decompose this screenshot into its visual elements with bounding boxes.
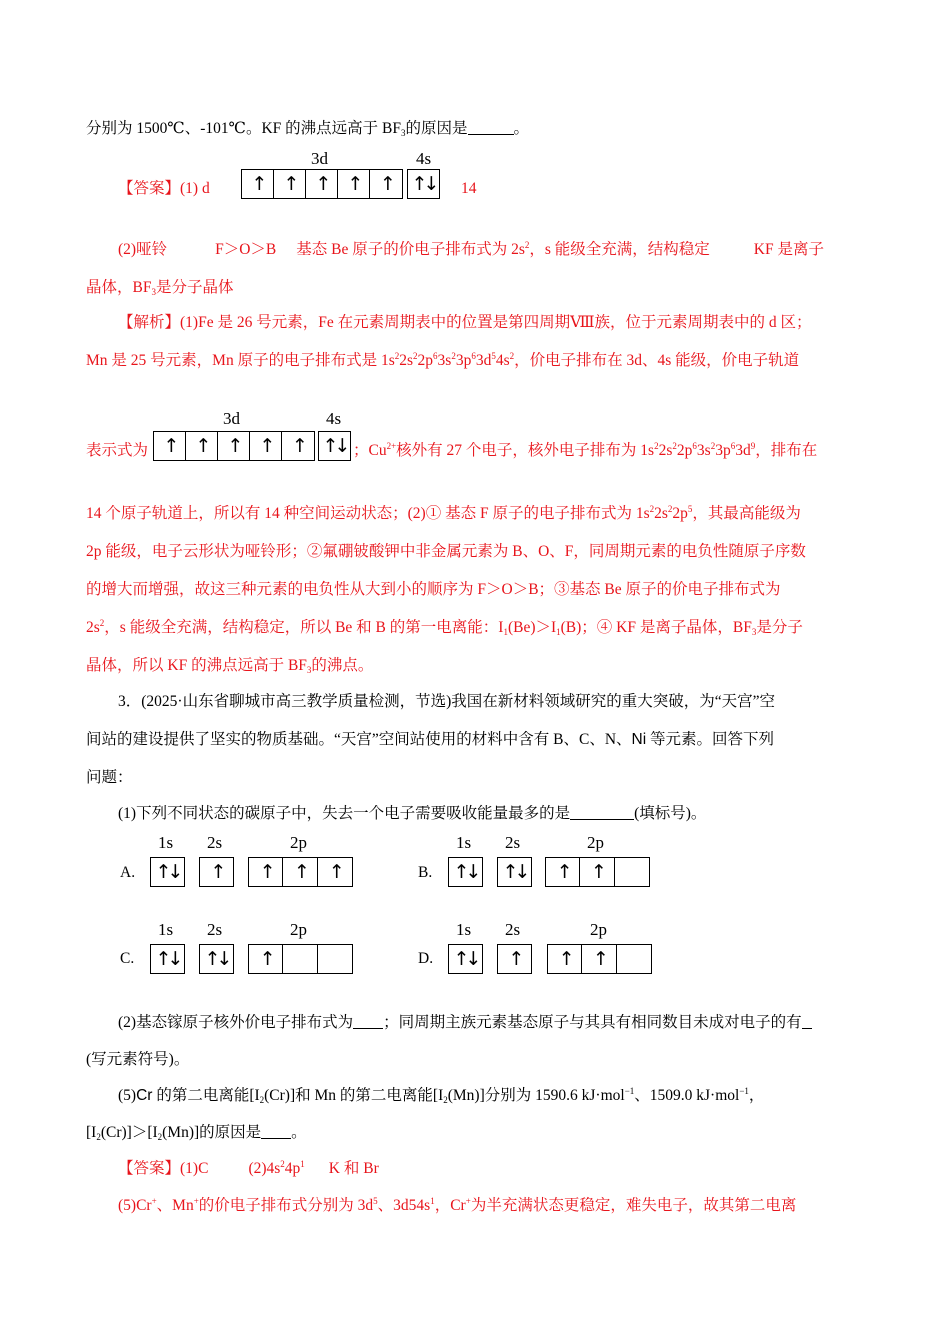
answer-text: 为半充满状态更稳定，难失电子，故其第二电离 <box>470 1197 797 1214</box>
superscript: + <box>465 1196 471 1206</box>
subscript: 1 <box>556 627 561 637</box>
option-label-a: A. <box>120 864 136 881</box>
question-text: ， <box>748 1087 765 1104</box>
answer-blank <box>802 1014 812 1029</box>
orbital-label-3d: 3d <box>311 149 328 168</box>
analysis-line <box>86 351 799 371</box>
analysis-line <box>353 441 817 461</box>
superscript: −1 <box>739 1086 749 1096</box>
superscript: 6 <box>471 351 476 361</box>
question-line: 问题： <box>86 769 133 786</box>
analysis-text: (1)Fe 是 26 号元素，Fe 在元素周期表中的位置是第四周期Ⅷ族，位于元素周期表中的 d 区； <box>180 314 812 331</box>
analysis-line: 的增大而增强，故这三种元素的电负性从大到小的顺序为 F＞O＞B；③基态 Be 原子的价电子排布式为 <box>86 581 781 598</box>
analysis-text: 2s <box>654 505 668 522</box>
analysis-text: 3p <box>455 352 472 369</box>
orbital-label-3d: 3d <box>223 409 240 428</box>
element-symbol: Cr <box>136 1087 153 1104</box>
answer-blank <box>570 805 634 820</box>
question-text: ；同周期主族元素基态原子与其具有相同数目未成对电子的有 <box>383 1014 802 1031</box>
orbital-cell <box>617 945 651 973</box>
orbital-label-2s: 2s <box>505 920 521 939</box>
analysis-text: 14 个原子轨道上，所以有 14 种空间运动状态；(2)① 基态 F 原子的电子排布式为 1s <box>86 505 650 522</box>
analysis-text: 的沸点。 <box>311 657 374 674</box>
analysis-text: 2p <box>417 352 434 369</box>
question-text: (Cr)]和 Mn 的第二电离能[I <box>264 1087 444 1104</box>
answer-text: 是分子晶体 <box>155 279 234 296</box>
orbital-box-2s <box>497 944 532 974</box>
answer-line <box>118 240 824 260</box>
orbital-cell: ↑ <box>250 432 282 460</box>
answer-text: F＞O＞B <box>215 241 277 258</box>
answer-text: 晶体，BF <box>86 279 152 296</box>
superscript: 2 <box>451 351 456 361</box>
orbital-label-2s: 2s <box>207 920 223 939</box>
subscript: 3 <box>306 665 312 675</box>
question-text: [I <box>86 1124 97 1141</box>
analysis-text: 2s <box>86 619 100 636</box>
orbital-cell: ↑ <box>582 945 616 973</box>
analysis-text: 3p <box>715 442 731 459</box>
superscript: 2 <box>524 240 530 250</box>
orbital-cell: ↑ <box>338 170 370 198</box>
question-text: (填标号)。 <box>634 805 707 822</box>
orbital-label-1s: 1s <box>456 833 472 852</box>
question-text: 间站的建设提供了坚实的物质基础。“天宫”空间站使用的材料中含有 B、C、N、 <box>86 731 632 748</box>
subscript: 2 <box>157 1132 163 1142</box>
analysis-text: ，其最高能级为 <box>692 505 801 522</box>
option-label-c: C. <box>120 950 135 967</box>
text: 的原因是 <box>405 120 468 137</box>
question-text: 的第二电离能[I <box>152 1087 260 1104</box>
superscript: 2 <box>394 351 400 361</box>
answer-text: K 和 Br <box>328 1160 379 1177</box>
superscript: 1 <box>300 1159 305 1169</box>
analysis-text: 2s <box>658 442 673 459</box>
orbital-cell: ↑↓ <box>411 173 436 195</box>
answer-blank <box>468 120 514 135</box>
subscript: 2 <box>443 1095 448 1105</box>
analysis-line <box>86 656 373 676</box>
answer-text: (5)Cr <box>118 1197 152 1214</box>
answer-text: ，s 能级全充满，结构稳定 <box>529 241 710 258</box>
orbital-cell: ↑↓ <box>502 861 527 883</box>
orbital-label-1s: 1s <box>158 920 174 939</box>
superscript: −1 <box>624 1086 635 1096</box>
orbital-cell <box>318 945 352 973</box>
analysis-line <box>86 441 148 461</box>
orbital-cell: ↑ <box>210 861 223 883</box>
superscript: 2 <box>509 351 515 361</box>
orbital-cell: ↑ <box>306 170 338 198</box>
orbital-cell: ↑ <box>274 170 306 198</box>
superscript: 6 <box>692 441 697 451</box>
analysis-line <box>86 618 803 638</box>
superscript: 2 <box>710 441 716 451</box>
question-line: 3．(2025·山东省聊城市高三教学质量检测，节选)我国在新材料领域研究的重大突破，为“天宫”空 <box>118 693 775 710</box>
element-symbol: Ni <box>631 731 647 748</box>
orbital-label-2s: 2s <box>505 833 521 852</box>
analysis-text: ，排布在 <box>755 442 818 459</box>
analysis-text: 2p <box>672 505 688 522</box>
question-line <box>86 730 774 750</box>
answer-line <box>118 1159 379 1179</box>
superscript: 2 <box>99 618 105 628</box>
orbital-label-2s: 2s <box>207 833 223 852</box>
superscript: 9 <box>750 441 756 451</box>
superscript: 2 <box>654 441 659 451</box>
question-text: (Mn)]的原因是 <box>162 1124 262 1141</box>
orbital-cell: ↑ <box>186 432 218 460</box>
superscript: 5 <box>491 351 496 361</box>
superscript: 1 <box>430 1196 435 1206</box>
analysis-text: 2p <box>676 442 693 459</box>
orbital-label-2p: 2p <box>590 920 607 939</box>
superscript: 2 <box>667 504 673 514</box>
orbital-cell: ↑↓ <box>453 861 478 883</box>
answer-text: (2)哑铃 <box>118 241 168 258</box>
orbital-box-2p <box>248 857 353 887</box>
superscript: 2 <box>280 1159 285 1169</box>
answer-text: 、Mn <box>156 1197 194 1214</box>
answer-number: 14 <box>461 180 477 197</box>
subscript: 3 <box>751 627 757 637</box>
orbital-cell: ↑ <box>328 861 341 883</box>
orbital-cell: ↑ <box>154 432 186 460</box>
superscript: 2+ <box>386 441 397 451</box>
analysis-text: ，s 能级全充满，结构稳定，所以 Be 和 B 的第一电离能：I <box>104 619 504 636</box>
answer-text: 、3d54s <box>377 1197 431 1214</box>
orbital-cell <box>615 858 649 886</box>
orbital-box-2p <box>547 944 652 974</box>
answer-blank <box>261 1124 291 1139</box>
answer-text: ，Cr <box>434 1197 466 1214</box>
option-label-d: D. <box>418 950 434 967</box>
orbital-box-2p <box>545 857 650 887</box>
superscript: 6 <box>433 351 438 361</box>
orbital-box-1s <box>448 857 483 887</box>
superscript: 2 <box>413 351 418 361</box>
analysis-text: Mn 是 25 号元素，Mn 原子的电子排布式是 1s <box>86 352 395 369</box>
orbital-label-2p: 2p <box>290 920 307 939</box>
question-text: (Cr)]＞[I <box>100 1124 158 1141</box>
subscript: 1 <box>503 627 508 637</box>
orbital-cell: ↑↓ <box>155 948 180 970</box>
orbital-cell: ↑ <box>292 435 304 457</box>
question-line <box>86 1123 307 1143</box>
orbital-cell: ↑ <box>508 948 521 970</box>
orbital-cell: ↑ <box>242 170 274 198</box>
orbital-label-2p: 2p <box>587 833 604 852</box>
orbital-cell: ↑↓ <box>453 948 478 970</box>
orbital-label-1s: 1s <box>158 833 174 852</box>
answer-line <box>86 278 233 298</box>
text: 分别为 1500℃、-101℃。KF 的沸点远高于 BF <box>86 120 401 137</box>
orbital-box-1s <box>150 857 185 887</box>
analysis-text: ，价电子排布在 3d、4s 能级，价电子轨道 <box>514 352 800 369</box>
analysis-text: ；Cu <box>353 442 387 459</box>
orbital-cell: ↑↓ <box>204 948 229 970</box>
question-line: (写元素符号)。 <box>86 1051 190 1068</box>
orbital-cell: ↑ <box>218 432 250 460</box>
orbital-cell: ↑ <box>548 945 582 973</box>
analysis-text: 晶体，所以 KF 的沸点远高于 BF <box>86 657 307 674</box>
analysis-text: 4s <box>495 352 510 369</box>
analysis-text: 3d <box>735 442 751 459</box>
orbital-box-1s <box>448 944 483 974</box>
analysis-line <box>118 313 812 333</box>
orbital-box-3d <box>241 169 403 199</box>
text: 。 <box>513 120 530 137</box>
orbital-cell: ↑ <box>283 858 317 886</box>
orbital-label-4s: 4s <box>326 409 342 428</box>
orbital-label-4s: 4s <box>416 149 432 168</box>
orbital-cell: ↑ <box>249 945 283 973</box>
answer-text: 基态 Be 原子的价电子排布式为 2s <box>296 241 525 258</box>
analysis-text: (B)；④ KF 是离子晶体，BF <box>560 619 752 636</box>
orbital-cell: ↑ <box>249 858 283 886</box>
superscript: 6 <box>730 441 736 451</box>
question-text: 。 <box>291 1124 307 1141</box>
analysis-line <box>86 504 801 524</box>
question-text: (Mn)]分别为 1590.6 kJ·mol <box>447 1087 625 1104</box>
orbital-cell: ↑ <box>580 858 614 886</box>
analysis-text: 核外有 27 个电子，核外电子排布为 1s <box>396 442 655 459</box>
question-text: 、1509.0 kJ·mol <box>634 1087 740 1104</box>
analysis-line: 2p 能级，电子云形状为哑铃形；②氟硼铍酸钾中非金属元素为 B、O、F，同周期元素的电负性随原子序数 <box>86 543 806 560</box>
orbital-label-1s: 1s <box>456 920 472 939</box>
orbital-cell: ↑↓ <box>155 861 180 883</box>
answer-text: 的价电子排布式分别为 3d <box>198 1197 374 1214</box>
answer-tag: 【答案】 <box>118 1160 181 1177</box>
answer-line <box>118 179 210 199</box>
answer-blank <box>353 1014 383 1029</box>
orbital-box-4s <box>318 431 351 461</box>
text-line <box>86 119 529 139</box>
answer-text: (1) d <box>180 180 210 197</box>
orbital-box-2s <box>199 857 234 887</box>
question-line <box>118 804 706 824</box>
orbital-cell: ↑ <box>380 173 392 195</box>
question-text: (2)基态镓原子核外价电子排布式为 <box>118 1014 354 1031</box>
superscript: 2 <box>672 441 677 451</box>
answer-text: KF 是离子 <box>753 241 824 258</box>
orbital-box-2s <box>199 944 234 974</box>
answer-text: 4p <box>284 1160 301 1177</box>
analysis-text: 2s <box>399 352 414 369</box>
answer-line <box>118 1196 796 1216</box>
answer-text: (1)C <box>180 1160 209 1177</box>
analysis-text: 3d <box>475 352 492 369</box>
subscript: 3 <box>151 287 156 297</box>
answer-tag: 【答案】 <box>118 180 181 197</box>
superscript: 5 <box>687 504 693 514</box>
orbital-box-4s <box>407 169 440 199</box>
analysis-text: (Be)＞I <box>507 619 557 636</box>
question-text: (5) <box>118 1087 137 1104</box>
orbital-box-2p <box>248 944 353 974</box>
analysis-text: 是分子 <box>756 619 803 636</box>
orbital-cell: ↑↓ <box>322 435 347 457</box>
orbital-box-1s <box>150 944 185 974</box>
analysis-text: 表示式为 <box>86 442 149 459</box>
question-text: (1)下列不同状态的碳原子中，失去一个电子需要吸收能量最多的是 <box>118 805 571 822</box>
orbital-box-3d <box>153 431 315 461</box>
orbital-cell: ↑ <box>546 858 580 886</box>
analysis-text: 3s <box>437 352 452 369</box>
subscript: 3 <box>401 128 406 138</box>
superscript: 2 <box>649 504 655 514</box>
question-line <box>118 1013 812 1033</box>
subscript: 2 <box>96 1132 101 1142</box>
analysis-text: 3s <box>696 442 711 459</box>
question-line <box>118 1086 764 1106</box>
subscript: 2 <box>259 1095 265 1105</box>
analysis-tag: 【解析】 <box>118 314 181 331</box>
orbital-box-2s <box>497 857 532 887</box>
option-label-b: B. <box>418 864 433 881</box>
answer-text: (2)4s <box>248 1160 281 1177</box>
superscript: 5 <box>373 1196 378 1206</box>
superscript: + <box>193 1196 199 1206</box>
orbital-cell <box>283 945 317 973</box>
orbital-label-2p: 2p <box>290 833 307 852</box>
question-text: 等元素。回答下列 <box>646 731 775 748</box>
superscript: + <box>151 1196 157 1206</box>
